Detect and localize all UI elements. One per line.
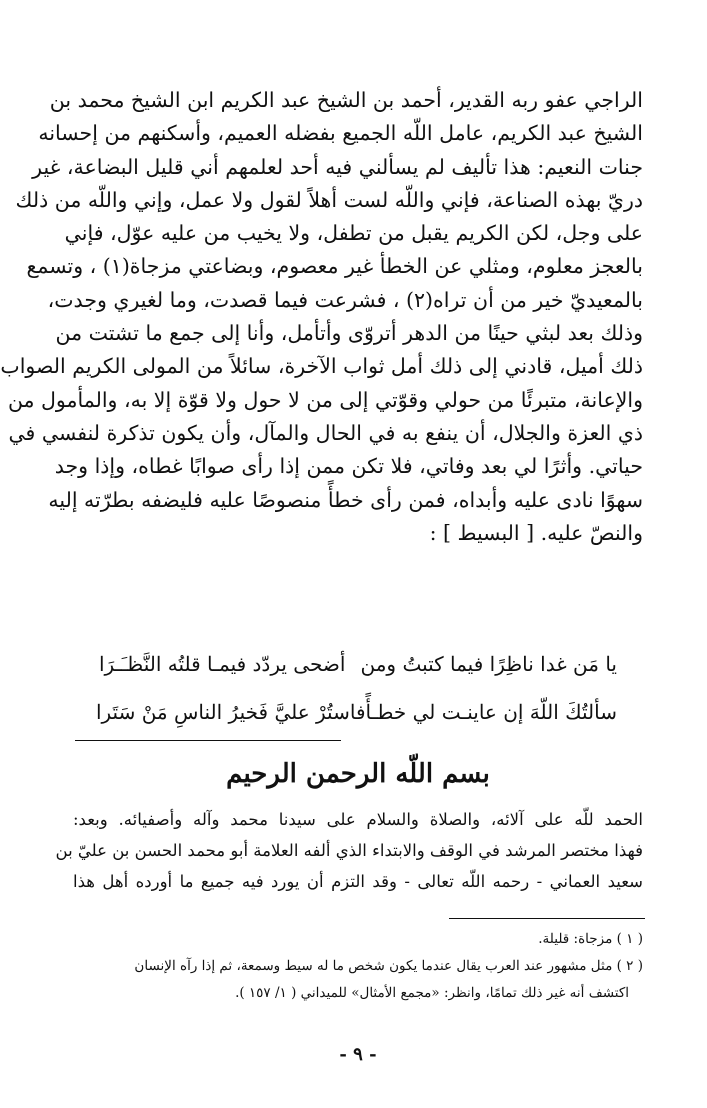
intro-line: الحمد للّه على آلائه، والصلاة والسلام على سيدنا محمد وآله وأصفيائه. وبعد: [73,810,643,829]
footnote-divider [449,918,645,919]
main-line: الراجي عفو ربه القدير، أحمد بن الشيخ عبد الكريم ابن الشيخ محمد بن [49,88,643,112]
poem-verse [99,640,617,688]
intro-line: فهذا مختصر المرشد في الوقف والابتداء الذي ألفه العلامة أبو محمد الحسن بن عليّ بن [55,841,643,860]
footnotes [73,926,643,1007]
intro-line: سعيد العماني - رحمه اللّه تعالى - وقد التزم أن يورد فيه جميع ما أورده أهل هذا [73,872,643,891]
poem-hemistich-first: يا مَن غدا ناظِرًا فيما كتبتُ ومن [360,652,617,676]
main-line: بالعجز معلوم، ومثلي عن الخطأ غير معصوم، وبضاعتي مزجاة(١) ، وتسمع [26,254,643,279]
section-divider [75,740,341,741]
poem-hemistich-second: أضحى يردّد فيمـا قلتُه النَّظـَـرَا [99,652,346,676]
page-number: - ٩ - [339,1044,377,1065]
main-text [0,84,643,550]
main-line: سهوًا نادى عليه وأبداه، فمن رأى خطأً منصوصًا عليه فليضفه بطرّته إليه [48,487,643,512]
main-line: والإعانة، متبرئًا من حولي وقوّتي إلى من لا حول ولا قوّة إلا به، والمأمول من [7,387,643,412]
poem [95,640,617,736]
main-line: الشيخ عبد الكريم، عامل اللّه الجميع بفضله العميم، وأسكنهم من إحسانه [38,121,643,146]
main-line: ذي العزة والجلال، أن ينفع به في الحال والمآل، وأن يكون تذكرة لنفسي في [8,420,643,445]
intro-text [55,804,643,897]
main-line: على وجل، لكن الكريم يقبل من تطفل، ولا يخيب من عليه عوّل، فإني [64,221,643,246]
main-line: حياتي. وأثرًا لي بعد وفاتي، فلا تكن ممن إذا رأى صوابًا غطاه، وإذا وجد [54,454,643,479]
basmala-heading: بسم اللّه الرحمن الرحيم [226,759,490,789]
main-line: بالمعيديّ خير من أن تراه(٢) ، فشرعت فيما قصدت، وما لغيري وجدت، [47,287,643,312]
poem-verse [95,688,617,736]
main-line: جنات النعيم: هذا تأليف لم يسألني فيه أحد لعلمهم أني قليل البضاعة، غير [32,154,643,179]
footnote-2: ( ٢ ) مثل مشهور عند العرب يقال عندما يكون شخص ما له سيط وسمعة، ثم إذا رآه الإنسان [134,958,643,974]
main-line: ذلك أميل، قادني إلى ذلك أمل ثواب الآخرة، سائلاً من المولى الكريم الصواب [0,354,643,379]
footnote-2-continued: اكتشف أنه غير ذلك تمامًا، وانظر: «مجمع الأمثال» للميداني ( ١/ ١٥٧ ). [235,985,629,1001]
main-line: والنصّ عليه. [ البسيط ] : [429,520,643,545]
poem-hemistich-first: سألتُكَ اللّهَ إن عاينـت لي خطـأً [365,700,617,724]
main-line: دريّ بهذه الصناعة، فإني واللّه لست أهلاً لقول ولا عمل، وإني واللّه من ذلك [15,187,643,212]
poem-hemistich-second: فاستُرْ عليَّ فَخيرُ الناسِ مَنْ سَتَرا [95,700,366,724]
footnote-1: ( ١ ) مزجاة: قليلة. [538,931,643,947]
main-line: وذلك بعد لبثي حينًا من الدهر أتروّى وأتأمل، وأنا إلى جمع ما تشتت من [55,321,643,346]
